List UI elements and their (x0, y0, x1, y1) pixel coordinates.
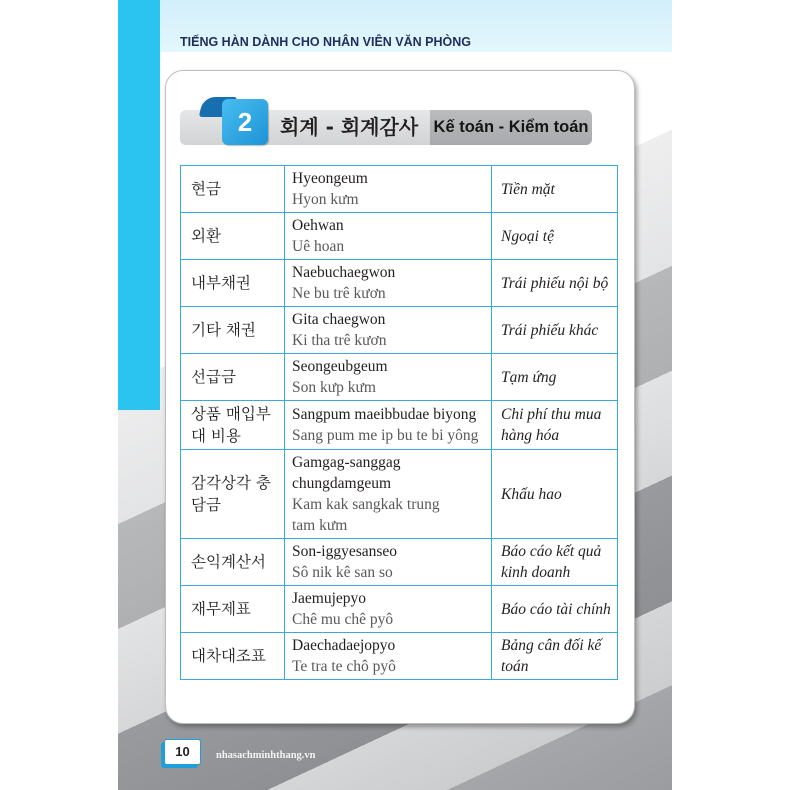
pronunciation-text: Hyon kưm (292, 191, 359, 208)
section-title-vietnamese: Kế toán - Kiểm toán (433, 118, 589, 136)
side-color-bar (118, 0, 160, 410)
vietnamese-meaning-cell: Tạm ứng (492, 354, 618, 401)
table-row (181, 260, 618, 307)
vietnamese-meaning-cell: Tiền mặt (492, 166, 618, 213)
pronunciation-text: Kam kak sangkak trung tam kưm (292, 496, 440, 534)
romanization-text: Seongeubgeum (292, 358, 388, 375)
pronunciation-text: Son kưp kưm (292, 379, 376, 396)
korean-term-cell: 외환 (181, 213, 285, 260)
vocabulary-table-body (181, 166, 618, 680)
transliteration-cell (285, 586, 492, 633)
transliteration-cell (285, 354, 492, 401)
romanization-text: Oehwan (292, 217, 344, 234)
running-header-title: TIẾNG HÀN DÀNH CHO NHÂN VIÊN VĂN PHÒNG (180, 35, 471, 49)
korean-term-cell: 기타 채권 (181, 307, 285, 354)
pronunciation-text: Sô nik kê san so (292, 564, 393, 581)
vietnamese-meaning-cell: Trái phiếu nội bộ (492, 260, 618, 307)
table-row (181, 307, 618, 354)
pronunciation-text: Ki tha trê kươn (292, 332, 387, 349)
section-number-badge: 2 (222, 99, 268, 145)
korean-term-cell: 감각상각 충 담금 (181, 450, 285, 539)
section-heading (180, 96, 592, 148)
korean-term-cell: 내부채권 (181, 260, 285, 307)
romanization-text: Sangpum maeibbudae biyong (292, 406, 477, 423)
romanization-text: Hyeongeum (292, 170, 368, 187)
table-row (181, 166, 618, 213)
pronunciation-text: Sang pum me ip bu te bi yông (292, 427, 479, 444)
table-row (181, 539, 618, 586)
transliteration-cell (285, 450, 492, 539)
vietnamese-meaning-cell: Báo cáo kết quả kinh doanh (492, 539, 618, 586)
transliteration-cell (285, 633, 492, 680)
transliteration-cell (285, 307, 492, 354)
korean-term-cell: 선급금 (181, 354, 285, 401)
pronunciation-text: Chê mu chê pyô (292, 611, 394, 628)
transliteration-cell (285, 166, 492, 213)
pronunciation-text: Ne bu trê kươn (292, 285, 386, 302)
website-url: nhasachminhthang.vn (216, 750, 316, 761)
vietnamese-meaning-cell: Báo cáo tài chính (492, 586, 618, 633)
romanization-text: Son-iggyesanseo (292, 543, 398, 560)
table-row (181, 213, 618, 260)
section-title-korean: 회계 - 회계감사 (280, 115, 419, 139)
table-row (181, 450, 618, 539)
vietnamese-meaning-cell: Trái phiếu khác (492, 307, 618, 354)
korean-term-cell: 손익계산서 (181, 539, 285, 586)
table-row (181, 354, 618, 401)
section-title-translation-box (430, 110, 592, 145)
vietnamese-meaning-cell: Chi phí thu mua hàng hóa (492, 401, 618, 450)
romanization-text: Gita chaegwon (292, 311, 386, 328)
page-number: 10 (175, 744, 190, 759)
table-row (181, 586, 618, 633)
table-row (181, 401, 618, 450)
korean-term-cell: 현금 (181, 166, 285, 213)
table-row (181, 633, 618, 680)
romanization-text: Jaemujepyo (292, 590, 367, 607)
page-number-badge (164, 739, 201, 765)
vietnamese-meaning-cell: Ngoại tệ (492, 213, 618, 260)
pronunciation-text: Uê hoan (292, 238, 345, 255)
transliteration-cell (285, 213, 492, 260)
transliteration-cell (285, 401, 492, 450)
vietnamese-meaning-cell: Bảng cân đối kế toán (492, 633, 618, 680)
romanization-text: Daechadaejopyo (292, 637, 396, 654)
transliteration-cell (285, 260, 492, 307)
korean-term-cell: 상품 매입부 대 비용 (181, 401, 285, 450)
pronunciation-text: Te tra te chô pyô (292, 658, 396, 675)
korean-term-cell: 재무제표 (181, 586, 285, 633)
romanization-text: Gamgag-sanggag chungdamgeum (292, 454, 401, 492)
vietnamese-meaning-cell: Khấu hao (492, 450, 618, 539)
transliteration-cell (285, 539, 492, 586)
vocabulary-table (180, 165, 618, 680)
romanization-text: Naebuchaegwon (292, 264, 396, 281)
korean-term-cell: 대차대조표 (181, 633, 285, 680)
